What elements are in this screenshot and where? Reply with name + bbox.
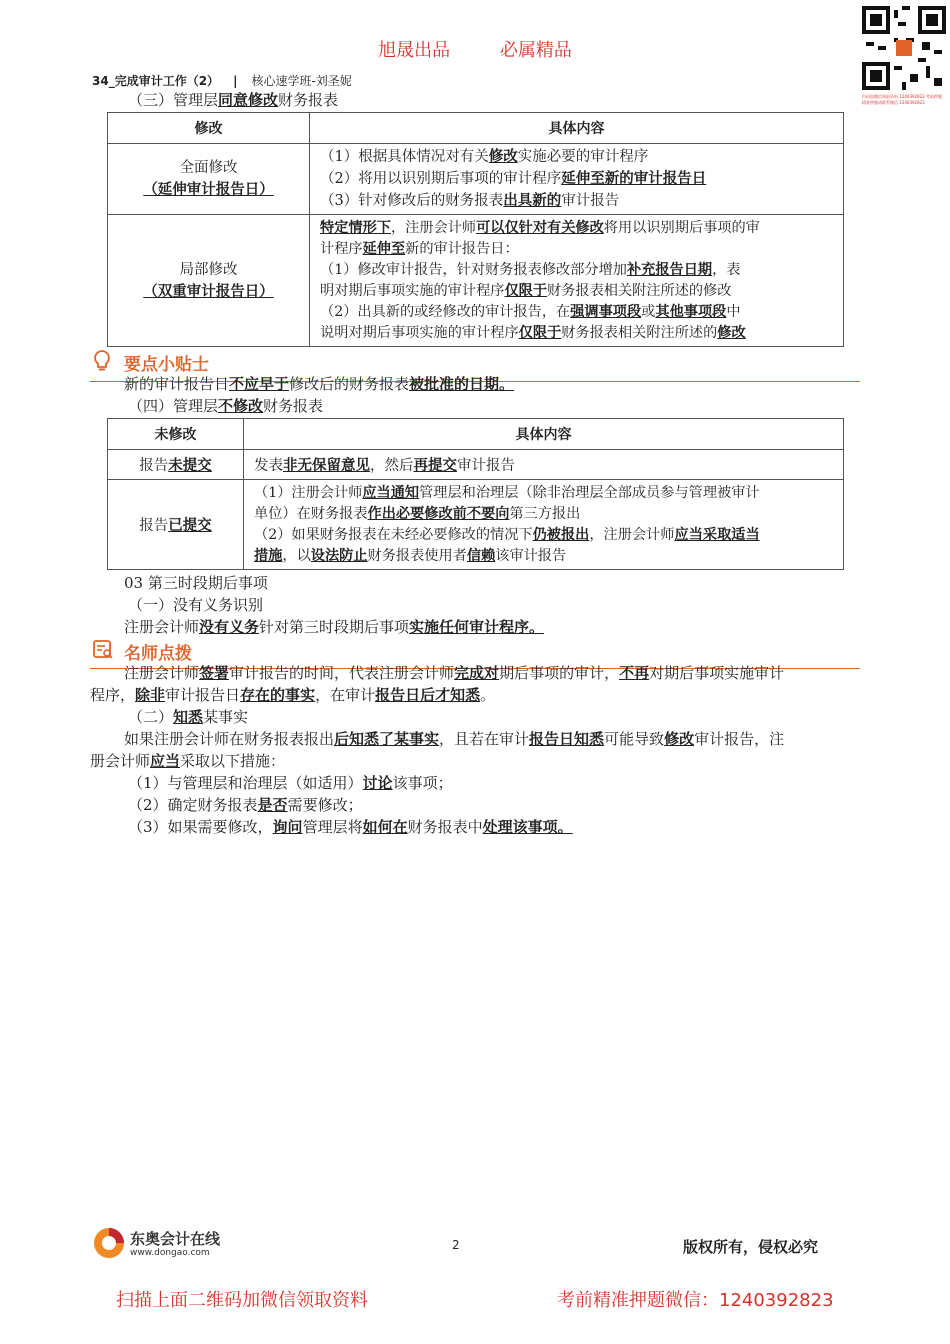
bottom-right-note: 考前精准押题微信：1240392823 bbox=[557, 1290, 834, 1311]
banner-right: 必属精品 bbox=[499, 40, 572, 61]
table1-row2-content: 特定情形下，注册会计师可以仅针对有关修改将用以识别期后事项的审 计程序延伸至新的审计报告日： （1）修改审计报告，针对财务报表修改部分增加补充报告日期，表 明对期后事项实施的审计程序仅限于财务报表相关附注所述的修改 （2）出具新的或经修改的审计报告，在强调事项段或其他事项段中 说明对期后事项实施的审计程序仅限于财务报表相关附注所述的修改 bbox=[310, 215, 844, 347]
banner-left: 旭晟出品 bbox=[378, 40, 451, 61]
table-full-vs-partial-modification bbox=[107, 112, 844, 347]
copyright-notice: 版权所有，侵权必究 bbox=[683, 1238, 819, 1256]
subsection-2-para-line1: 如果注册会计师在财务报表报出后知悉了某事实，且若在审计报告日知悉可能导致修改审计报告，注 bbox=[124, 730, 785, 748]
subsection-2-item-3: （3）如果需要修改，询问管理层将如何在财务报表中处理该事项。 bbox=[128, 818, 573, 836]
dongao-logo-icon bbox=[92, 1226, 126, 1260]
teacher-tip-title: 名师点拨 bbox=[124, 644, 192, 664]
qr-code-icon bbox=[862, 6, 946, 90]
table1-header-content: 具体内容 bbox=[310, 113, 844, 144]
header-title: 34_完成审计工作（2） bbox=[92, 74, 220, 88]
header-separator: | bbox=[233, 74, 238, 88]
header-author: 核心速学班-刘圣妮 bbox=[251, 74, 352, 88]
teacher-note-icon bbox=[92, 638, 114, 660]
section-03-title: 03 第三时段期后事项 bbox=[124, 574, 268, 592]
section-4-title: （四）管理层不修改财务报表 bbox=[128, 397, 324, 415]
subsection-1-title: （一）没有义务识别 bbox=[128, 596, 264, 614]
qr-caption: 扫码加微信领取资料 1240392823 考前押题 精准押题请联系微信 1240392823 bbox=[862, 94, 942, 105]
page-number: 2 bbox=[452, 1238, 460, 1252]
dongao-logo-url: www.dongao.com bbox=[130, 1248, 210, 1258]
tip-text: 新的审计报告日不应早于修改后的财务报表被批准的日期。 bbox=[124, 375, 515, 393]
table1-header-modify: 修改 bbox=[108, 113, 310, 144]
dongao-logo-name: 东奥会计在线 bbox=[130, 1230, 221, 1248]
top-banner bbox=[0, 36, 950, 62]
lightbulb-icon bbox=[92, 349, 112, 373]
subsection-2-para-line2: 册会计师应当采取以下措施： bbox=[90, 752, 286, 770]
bottom-left-note: 扫描上面二维码加微信领取资料 bbox=[116, 1290, 368, 1311]
table1-row2-label: 局部修改 （双重审计报告日） bbox=[108, 215, 310, 347]
doc-header bbox=[92, 72, 352, 89]
section-3-title: （三）管理层同意修改财务报表 bbox=[128, 91, 339, 109]
subsection-1-text: 注册会计师没有义务针对第三时段期后事项实施任何审计程序。 bbox=[124, 618, 545, 636]
table2-row2-label: 报告已提交 bbox=[108, 480, 244, 570]
tip-title: 要点小贴士 bbox=[124, 355, 209, 375]
table2-header-unmodified: 未修改 bbox=[108, 419, 244, 450]
subsection-2-title: （二）知悉某事实 bbox=[128, 708, 249, 726]
table1-row1-label: 全面修改 （延伸审计报告日） bbox=[108, 144, 310, 215]
table1-row1-content: （1）根据具体情况对有关修改实施必要的审计程序 （2）将用以识别期后事项的审计程序延伸至新的审计报告日 （3）针对修改后的财务报表出具新的审计报告 bbox=[310, 144, 844, 215]
table2-row2-content: （1）注册会计师应当通知管理层和治理层（除非治理层全部成员参与管理被审计 单位）在财务报表作出必要修改前不要向第三方报出 （2）如果财务报表在未经必要修改的情况下仍被报出，注册会计师应当采取适当 措施，以设法防止财务报表使用者信赖该审计报告 bbox=[244, 480, 844, 570]
table2-header-content: 具体内容 bbox=[244, 419, 844, 450]
table2-row1-content: 发表非无保留意见，然后再提交审计报告 bbox=[244, 450, 844, 480]
teacher-tip-line2: 程序，除非审计报告日存在的事实，在审计报告日后才知悉。 bbox=[90, 686, 496, 704]
teacher-tip-line1: 注册会计师签署审计报告的时间，代表注册会计师完成对期后事项的审计，不再对期后事项实施审计 bbox=[124, 664, 785, 682]
table-no-modification bbox=[107, 418, 844, 570]
subsection-2-item-1: （1）与管理层和治理层（如适用）讨论该事项； bbox=[128, 774, 453, 792]
table2-row1-label: 报告未提交 bbox=[108, 450, 244, 480]
subsection-2-item-2: （2）确定财务报表是否需要修改； bbox=[128, 796, 363, 814]
